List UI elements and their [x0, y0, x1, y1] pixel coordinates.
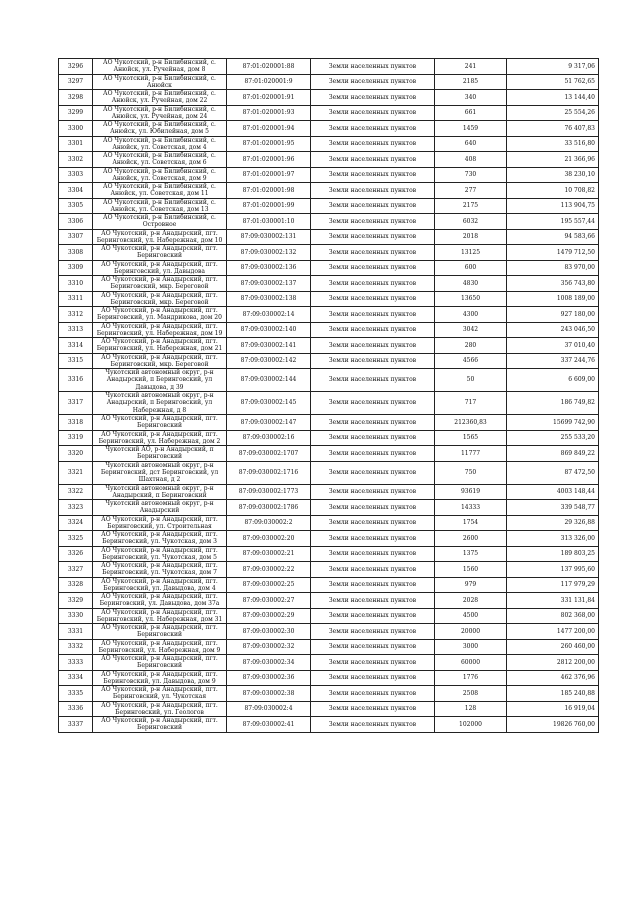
area-cell: 4830: [435, 276, 507, 292]
cadastral-value-cell: 255 533,20: [507, 430, 599, 446]
cadastral-value-cell: 195 557,44: [507, 214, 599, 230]
land-category-cell: Земли населенных пунктов: [311, 577, 435, 593]
cadastral-number-cell: 87:09:030002:2: [227, 515, 311, 531]
cadastral-number-cell: 87:09:030002:34: [227, 655, 311, 671]
address-cell: АО Чукотский, р-н Анадырский, пгт. Беринговский: [93, 415, 227, 431]
cadastral-value-cell: 189 803,25: [507, 546, 599, 562]
cadastral-number-cell: 87:09:030002:136: [227, 260, 311, 276]
address-cell: АО Чукотский, р-н Анадырский, пгт. Беринговский, ул. Давыдова, дом 4: [93, 577, 227, 593]
cadastral-value-cell: 4003 148,44: [507, 484, 599, 500]
cadastral-value-cell: 9 317,06: [507, 59, 599, 75]
area-cell: 20000: [435, 624, 507, 640]
address-cell: АО Чукотский, р-н Анадырский, пгт. Беринговский, ул. Набережная, дом 2: [93, 430, 227, 446]
cadastral-number-cell: 87:09:030002:1707: [227, 446, 311, 462]
table-row: [59, 90, 599, 106]
land-category-cell: Земли населенных пунктов: [311, 260, 435, 276]
area-cell: 661: [435, 105, 507, 121]
land-category-cell: Земли населенных пунктов: [311, 415, 435, 431]
area-cell: 2185: [435, 74, 507, 90]
cadastral-value-cell: 6 609,00: [507, 369, 599, 392]
address-cell: АО Чукотский, р-н Билибинский, с. Анюйск, ул. Юбилейная, дом 5: [93, 121, 227, 137]
table-row: [59, 105, 599, 121]
land-category-cell: Земли населенных пунктов: [311, 531, 435, 547]
row-number-cell: 3335: [59, 686, 93, 702]
address-cell: АО Чукотский, р-н Анадырский, пгт. Беринговский, ул. Набережная, дом 10: [93, 229, 227, 245]
cadastral-number-cell: 87:01:020001:97: [227, 167, 311, 183]
row-number-cell: 3327: [59, 562, 93, 578]
address-cell: АО Чукотский, р-н Билибинский, с. Анюйск: [93, 74, 227, 90]
cadastral-value-cell: 2812 200,00: [507, 655, 599, 671]
cadastral-value-cell: 186 749,82: [507, 392, 599, 415]
cadastral-value-cell: 927 180,00: [507, 307, 599, 323]
row-number-cell: 3298: [59, 90, 93, 106]
area-cell: 340: [435, 90, 507, 106]
cadastral-value-cell: 1008 189,00: [507, 291, 599, 307]
cadastral-value-cell: 337 244,76: [507, 353, 599, 369]
address-cell: АО Чукотский, р-н Анадырский, пгт. Беринговский, ул. Набережная, дом 31: [93, 608, 227, 624]
cadastral-number-cell: 87:09:030002:141: [227, 338, 311, 354]
area-cell: 13650: [435, 291, 507, 307]
cadastral-value-cell: 869 849,22: [507, 446, 599, 462]
table-row: [59, 546, 599, 562]
area-cell: 730: [435, 167, 507, 183]
address-cell: АО Чукотский, р-н Билибинский, с. Анюйск, ул. Советская, дом 4: [93, 136, 227, 152]
cadastral-value-cell: 117 979,29: [507, 577, 599, 593]
cadastral-value-cell: 331 131,84: [507, 593, 599, 609]
cadastral-number-cell: 87:09:030002:22: [227, 562, 311, 578]
land-category-cell: Земли населенных пунктов: [311, 484, 435, 500]
table-row: [59, 245, 599, 261]
row-number-cell: 3313: [59, 322, 93, 338]
address-cell: АО Чукотский, р-н Билибинский, с. Анюйск, ул. Советская, дом 6: [93, 152, 227, 168]
row-number-cell: 3302: [59, 152, 93, 168]
row-number-cell: 3336: [59, 701, 93, 717]
land-category-cell: Земли населенных пунктов: [311, 655, 435, 671]
row-number-cell: 3330: [59, 608, 93, 624]
table-row: [59, 353, 599, 369]
land-category-cell: Земли населенных пунктов: [311, 152, 435, 168]
table-row: [59, 260, 599, 276]
area-cell: 979: [435, 577, 507, 593]
cadastral-number-cell: 87:09:030002:144: [227, 369, 311, 392]
land-category-cell: Земли населенных пунктов: [311, 276, 435, 292]
row-number-cell: 3312: [59, 307, 93, 323]
cadastral-number-cell: 87:09:030002:142: [227, 353, 311, 369]
table-row: [59, 531, 599, 547]
cadastral-number-cell: 87:09:030002:36: [227, 670, 311, 686]
area-cell: 2018: [435, 229, 507, 245]
address-cell: Чукотский автономный округ, р-н Анадырский, п Беринговский: [93, 484, 227, 500]
land-category-cell: Земли населенных пунктов: [311, 461, 435, 484]
row-number-cell: 3328: [59, 577, 93, 593]
row-number-cell: 3320: [59, 446, 93, 462]
area-cell: 93619: [435, 484, 507, 500]
land-category-cell: Земли населенных пунктов: [311, 59, 435, 75]
area-cell: 3000: [435, 639, 507, 655]
cadastral-number-cell: 87:09:030002:41: [227, 717, 311, 733]
land-category-cell: Земли населенных пунктов: [311, 74, 435, 90]
table-row: [59, 500, 599, 516]
row-number-cell: 3318: [59, 415, 93, 431]
row-number-cell: 3334: [59, 670, 93, 686]
row-number-cell: 3326: [59, 546, 93, 562]
area-cell: 6032: [435, 214, 507, 230]
land-category-cell: Земли населенных пунктов: [311, 446, 435, 462]
land-plots-table: [58, 58, 599, 733]
table-row: [59, 593, 599, 609]
row-number-cell: 3311: [59, 291, 93, 307]
address-cell: Чукотский АО, р-н Анадырский, п Беринговский: [93, 446, 227, 462]
cadastral-value-cell: 10 708,82: [507, 183, 599, 199]
table-row: [59, 639, 599, 655]
address-cell: АО Чукотский, р-н Анадырский, пгт. Беринговский, ул. Мандрикова, дом 20: [93, 307, 227, 323]
area-cell: 4500: [435, 608, 507, 624]
area-cell: 2600: [435, 531, 507, 547]
address-cell: АО Чукотский, р-н Билибинский, с. Анюйск, ул. Ручейная, дом 22: [93, 90, 227, 106]
row-number-cell: 3308: [59, 245, 93, 261]
cadastral-number-cell: 87:01:020001:9: [227, 74, 311, 90]
row-number-cell: 3300: [59, 121, 93, 137]
land-category-cell: Земли населенных пунктов: [311, 198, 435, 214]
cadastral-value-cell: 356 743,80: [507, 276, 599, 292]
address-cell: АО Чукотский, р-н Анадырский, пгт. Беринговский: [93, 717, 227, 733]
row-number-cell: 3299: [59, 105, 93, 121]
row-number-cell: 3296: [59, 59, 93, 75]
cadastral-number-cell: 87:09:030002:14: [227, 307, 311, 323]
address-cell: АО Чукотский, р-н Билибинский, с. Анюйск, ул. Советская, дом 11: [93, 183, 227, 199]
row-number-cell: 3297: [59, 74, 93, 90]
table-row: [59, 624, 599, 640]
area-cell: 2508: [435, 686, 507, 702]
cadastral-value-cell: 87 472,50: [507, 461, 599, 484]
table-row: [59, 121, 599, 137]
land-category-cell: Земли населенных пунктов: [311, 593, 435, 609]
address-cell: АО Чукотский, р-н Билибинский, с. Анюйск, ул. Советская, дом 9: [93, 167, 227, 183]
table-row: [59, 577, 599, 593]
row-number-cell: 3316: [59, 369, 93, 392]
land-category-cell: Земли населенных пунктов: [311, 717, 435, 733]
cadastral-value-cell: 33 516,80: [507, 136, 599, 152]
cadastral-value-cell: 462 376,96: [507, 670, 599, 686]
land-category-cell: Земли населенных пунктов: [311, 500, 435, 516]
row-number-cell: 3329: [59, 593, 93, 609]
cadastral-value-cell: 260 460,00: [507, 639, 599, 655]
land-category-cell: Земли населенных пунктов: [311, 608, 435, 624]
area-cell: 212360,83: [435, 415, 507, 431]
cadastral-number-cell: 87:09:030002:1786: [227, 500, 311, 516]
area-cell: 408: [435, 152, 507, 168]
table-row: [59, 717, 599, 733]
address-cell: АО Чукотский, р-н Анадырский, пгт. Беринговский, мкр. Береговой: [93, 291, 227, 307]
row-number-cell: 3310: [59, 276, 93, 292]
cadastral-value-cell: 37 010,40: [507, 338, 599, 354]
land-category-cell: Земли населенных пунктов: [311, 369, 435, 392]
row-number-cell: 3309: [59, 260, 93, 276]
cadastral-value-cell: 339 548,77: [507, 500, 599, 516]
area-cell: 717: [435, 392, 507, 415]
cadastral-value-cell: 76 407,83: [507, 121, 599, 137]
area-cell: 13125: [435, 245, 507, 261]
land-category-cell: Земли населенных пунктов: [311, 121, 435, 137]
cadastral-value-cell: 113 904,75: [507, 198, 599, 214]
area-cell: 11777: [435, 446, 507, 462]
cadastral-value-cell: 1479 712,50: [507, 245, 599, 261]
land-category-cell: Земли населенных пунктов: [311, 562, 435, 578]
area-cell: 14333: [435, 500, 507, 516]
cadastral-number-cell: 87:09:030002:147: [227, 415, 311, 431]
cadastral-value-cell: 137 995,60: [507, 562, 599, 578]
land-category-cell: Земли населенных пунктов: [311, 322, 435, 338]
table-row: [59, 136, 599, 152]
table-row: [59, 608, 599, 624]
table-row: [59, 430, 599, 446]
land-category-cell: Земли населенных пунктов: [311, 136, 435, 152]
land-category-cell: Земли населенных пунктов: [311, 392, 435, 415]
row-number-cell: 3314: [59, 338, 93, 354]
table-row: [59, 515, 599, 531]
cadastral-value-cell: 94 583,66: [507, 229, 599, 245]
cadastral-value-cell: 19826 760,00: [507, 717, 599, 733]
cadastral-number-cell: 87:09:030002:1773: [227, 484, 311, 500]
table-row: [59, 152, 599, 168]
cadastral-value-cell: 51 762,65: [507, 74, 599, 90]
row-number-cell: 3315: [59, 353, 93, 369]
cadastral-number-cell: 87:09:030002:38: [227, 686, 311, 702]
address-cell: АО Чукотский, р-н Анадырский, пгт. Беринговский: [93, 245, 227, 261]
land-category-cell: Земли населенных пунктов: [311, 183, 435, 199]
area-cell: 1754: [435, 515, 507, 531]
land-category-cell: Земли населенных пунктов: [311, 229, 435, 245]
cadastral-number-cell: 87:01:020001:98: [227, 183, 311, 199]
cadastral-value-cell: 802 368,00: [507, 608, 599, 624]
table-row: [59, 167, 599, 183]
cadastral-number-cell: 87:09:030002:16: [227, 430, 311, 446]
address-cell: АО Чукотский, р-н Анадырский, пгт. Беринговский: [93, 655, 227, 671]
cadastral-value-cell: 1477 200,00: [507, 624, 599, 640]
cadastral-number-cell: 87:09:030002:32: [227, 639, 311, 655]
table-row: [59, 484, 599, 500]
cadastral-number-cell: 87:09:030002:29: [227, 608, 311, 624]
row-number-cell: 3305: [59, 198, 93, 214]
area-cell: 640: [435, 136, 507, 152]
row-number-cell: 3301: [59, 136, 93, 152]
table-row: [59, 338, 599, 354]
cadastral-value-cell: 83 970,00: [507, 260, 599, 276]
table-row: [59, 562, 599, 578]
address-cell: Чукотский автономный округ, р-н Анадырский: [93, 500, 227, 516]
land-category-cell: Земли населенных пунктов: [311, 90, 435, 106]
land-category-cell: Земли населенных пунктов: [311, 515, 435, 531]
cadastral-value-cell: 243 046,50: [507, 322, 599, 338]
table-row: [59, 291, 599, 307]
cadastral-value-cell: 313 326,00: [507, 531, 599, 547]
cadastral-value-cell: 29 326,88: [507, 515, 599, 531]
table-row: [59, 59, 599, 75]
land-category-cell: Земли населенных пунктов: [311, 338, 435, 354]
row-number-cell: 3306: [59, 214, 93, 230]
row-number-cell: 3304: [59, 183, 93, 199]
land-category-cell: Земли населенных пунктов: [311, 670, 435, 686]
cadastral-number-cell: 87:09:030002:20: [227, 531, 311, 547]
table-row: [59, 701, 599, 717]
row-number-cell: 3324: [59, 515, 93, 531]
address-cell: АО Чукотский, р-н Анадырский, пгт. Беринговский, ул. Давыдова: [93, 260, 227, 276]
area-cell: 750: [435, 461, 507, 484]
area-cell: 50: [435, 369, 507, 392]
row-number-cell: 3337: [59, 717, 93, 733]
table-row: [59, 307, 599, 323]
cadastral-value-cell: 185 240,88: [507, 686, 599, 702]
area-cell: 1459: [435, 121, 507, 137]
land-category-cell: Земли населенных пунктов: [311, 546, 435, 562]
area-cell: 128: [435, 701, 507, 717]
address-cell: АО Чукотский, р-н Билибинский, с. Анюйск, ул. Ручейная, дом 24: [93, 105, 227, 121]
row-number-cell: 3319: [59, 430, 93, 446]
area-cell: 1375: [435, 546, 507, 562]
table-row: [59, 655, 599, 671]
address-cell: АО Чукотский, р-н Анадырский, пгт. Беринговский, мкр. Береговой: [93, 353, 227, 369]
row-number-cell: 3303: [59, 167, 93, 183]
area-cell: 241: [435, 59, 507, 75]
area-cell: 1565: [435, 430, 507, 446]
address-cell: АО Чукотский, р-н Анадырский, пгт. Беринговский, мкр. Береговой: [93, 276, 227, 292]
address-cell: АО Чукотский, р-н Билибинский, с. Островное: [93, 214, 227, 230]
table-row: [59, 276, 599, 292]
address-cell: АО Чукотский, р-н Анадырский, пгт. Беринговский, ул. Строительная: [93, 515, 227, 531]
land-category-cell: Земли населенных пунктов: [311, 686, 435, 702]
table-row: [59, 461, 599, 484]
area-cell: 2028: [435, 593, 507, 609]
land-category-cell: Земли населенных пунктов: [311, 105, 435, 121]
land-category-cell: Земли населенных пунктов: [311, 307, 435, 323]
table-row: [59, 322, 599, 338]
land-category-cell: Земли населенных пунктов: [311, 291, 435, 307]
cadastral-number-cell: 87:09:030002:140: [227, 322, 311, 338]
area-cell: 2175: [435, 198, 507, 214]
land-category-cell: Земли населенных пунктов: [311, 701, 435, 717]
row-number-cell: 3321: [59, 461, 93, 484]
row-number-cell: 3331: [59, 624, 93, 640]
address-cell: АО Чукотский, р-н Анадырский, пгт. Беринговский, ул. Геологов: [93, 701, 227, 717]
area-cell: 277: [435, 183, 507, 199]
table-row: [59, 229, 599, 245]
cadastral-number-cell: 87:09:030002:137: [227, 276, 311, 292]
row-number-cell: 3322: [59, 484, 93, 500]
document-page: [58, 58, 598, 733]
area-cell: 102000: [435, 717, 507, 733]
row-number-cell: 3307: [59, 229, 93, 245]
cadastral-value-cell: 16 919,04: [507, 701, 599, 717]
land-category-cell: Земли населенных пунктов: [311, 245, 435, 261]
land-category-cell: Земли населенных пунктов: [311, 214, 435, 230]
cadastral-number-cell: 87:09:030002:21: [227, 546, 311, 562]
cadastral-value-cell: 15699 742,90: [507, 415, 599, 431]
cadastral-number-cell: 87:09:030002:30: [227, 624, 311, 640]
table-row: [59, 74, 599, 90]
cadastral-number-cell: 87:09:030002:25: [227, 577, 311, 593]
row-number-cell: 3317: [59, 392, 93, 415]
address-cell: АО Чукотский, р-н Анадырский, пгт. Беринговский: [93, 624, 227, 640]
cadastral-number-cell: 87:09:030002:1716: [227, 461, 311, 484]
address-cell: АО Чукотский, р-н Анадырский, пгт. Беринговский, ул. Набережная, дом 21: [93, 338, 227, 354]
table-body: [59, 59, 599, 733]
area-cell: 4566: [435, 353, 507, 369]
land-category-cell: Земли населенных пунктов: [311, 167, 435, 183]
table-row: [59, 369, 599, 392]
area-cell: 1560: [435, 562, 507, 578]
address-cell: АО Чукотский, р-н Анадырский, пгт. Беринговский, ул. Чукотская, дом 5: [93, 546, 227, 562]
cadastral-number-cell: 87:01:020001:95: [227, 136, 311, 152]
address-cell: АО Чукотский, р-н Анадырский, пгт. Беринговский, ул. Чукотская, дом 3: [93, 531, 227, 547]
cadastral-number-cell: 87:01:020001:91: [227, 90, 311, 106]
cadastral-value-cell: 13 144,40: [507, 90, 599, 106]
address-cell: Чукотский автономный округ, р-н Анадырский, п Беринговский, ул Давыдова, д 39: [93, 369, 227, 392]
table-row: [59, 415, 599, 431]
cadastral-value-cell: 25 554,26: [507, 105, 599, 121]
land-category-cell: Земли населенных пунктов: [311, 353, 435, 369]
table-row: [59, 686, 599, 702]
row-number-cell: 3332: [59, 639, 93, 655]
address-cell: АО Чукотский, р-н Анадырский, пгт. Беринговский, ул. Давыдова, дом 9: [93, 670, 227, 686]
cadastral-number-cell: 87:01:020001:96: [227, 152, 311, 168]
address-cell: АО Чукотский, р-н Билибинский, с. Анюйск, ул. Советская, дом 13: [93, 198, 227, 214]
address-cell: АО Чукотский, р-н Анадырский, пгт. Беринговский, ул. Набережная, дом 19: [93, 322, 227, 338]
cadastral-number-cell: 87:09:030002:145: [227, 392, 311, 415]
table-row: [59, 198, 599, 214]
address-cell: Чукотский автономный округ, р-н Анадырский, п Беринговский, ул Набережная, д 8: [93, 392, 227, 415]
area-cell: 3042: [435, 322, 507, 338]
table-row: [59, 183, 599, 199]
row-number-cell: 3323: [59, 500, 93, 516]
address-cell: АО Чукотский, р-н Анадырский, пгт. Беринговский, ул. Чукотская, дом 7: [93, 562, 227, 578]
land-category-cell: Земли населенных пунктов: [311, 430, 435, 446]
row-number-cell: 3333: [59, 655, 93, 671]
cadastral-number-cell: 87:01:030001:10: [227, 214, 311, 230]
cadastral-number-cell: 87:09:030002:138: [227, 291, 311, 307]
address-cell: Чукотский автономный округ, р-н Беринговский, дст Беринговский, ул Шахтная, д 2: [93, 461, 227, 484]
area-cell: 60000: [435, 655, 507, 671]
table-row: [59, 214, 599, 230]
cadastral-number-cell: 87:01:020001:93: [227, 105, 311, 121]
address-cell: АО Чукотский, р-н Билибинский, с. Анюйск, ул. Ручейная, дом 8: [93, 59, 227, 75]
address-cell: АО Чукотский, р-н Анадырский, пгт. Беринговский, ул. Давыдова, дом 37а: [93, 593, 227, 609]
table-row: [59, 446, 599, 462]
cadastral-number-cell: 87:09:030002:132: [227, 245, 311, 261]
cadastral-number-cell: 87:09:030002:4: [227, 701, 311, 717]
area-cell: 600: [435, 260, 507, 276]
table-row: [59, 392, 599, 415]
table-row: [59, 670, 599, 686]
cadastral-number-cell: 87:09:030002:131: [227, 229, 311, 245]
area-cell: 4300: [435, 307, 507, 323]
cadastral-number-cell: 87:01:020001:88: [227, 59, 311, 75]
land-category-cell: Земли населенных пунктов: [311, 639, 435, 655]
cadastral-number-cell: 87:09:030002:27: [227, 593, 311, 609]
area-cell: 1776: [435, 670, 507, 686]
cadastral-value-cell: 38 230,10: [507, 167, 599, 183]
address-cell: АО Чукотский, р-н Анадырский, пгт. Беринговский, ул. Чукотская: [93, 686, 227, 702]
area-cell: 280: [435, 338, 507, 354]
cadastral-number-cell: 87:01:020001:99: [227, 198, 311, 214]
row-number-cell: 3325: [59, 531, 93, 547]
cadastral-number-cell: 87:01:020001:94: [227, 121, 311, 137]
cadastral-value-cell: 21 366,96: [507, 152, 599, 168]
land-category-cell: Земли населенных пунктов: [311, 624, 435, 640]
address-cell: АО Чукотский, р-н Анадырский, пгт. Беринговский, ул. Набережная, дом 9: [93, 639, 227, 655]
